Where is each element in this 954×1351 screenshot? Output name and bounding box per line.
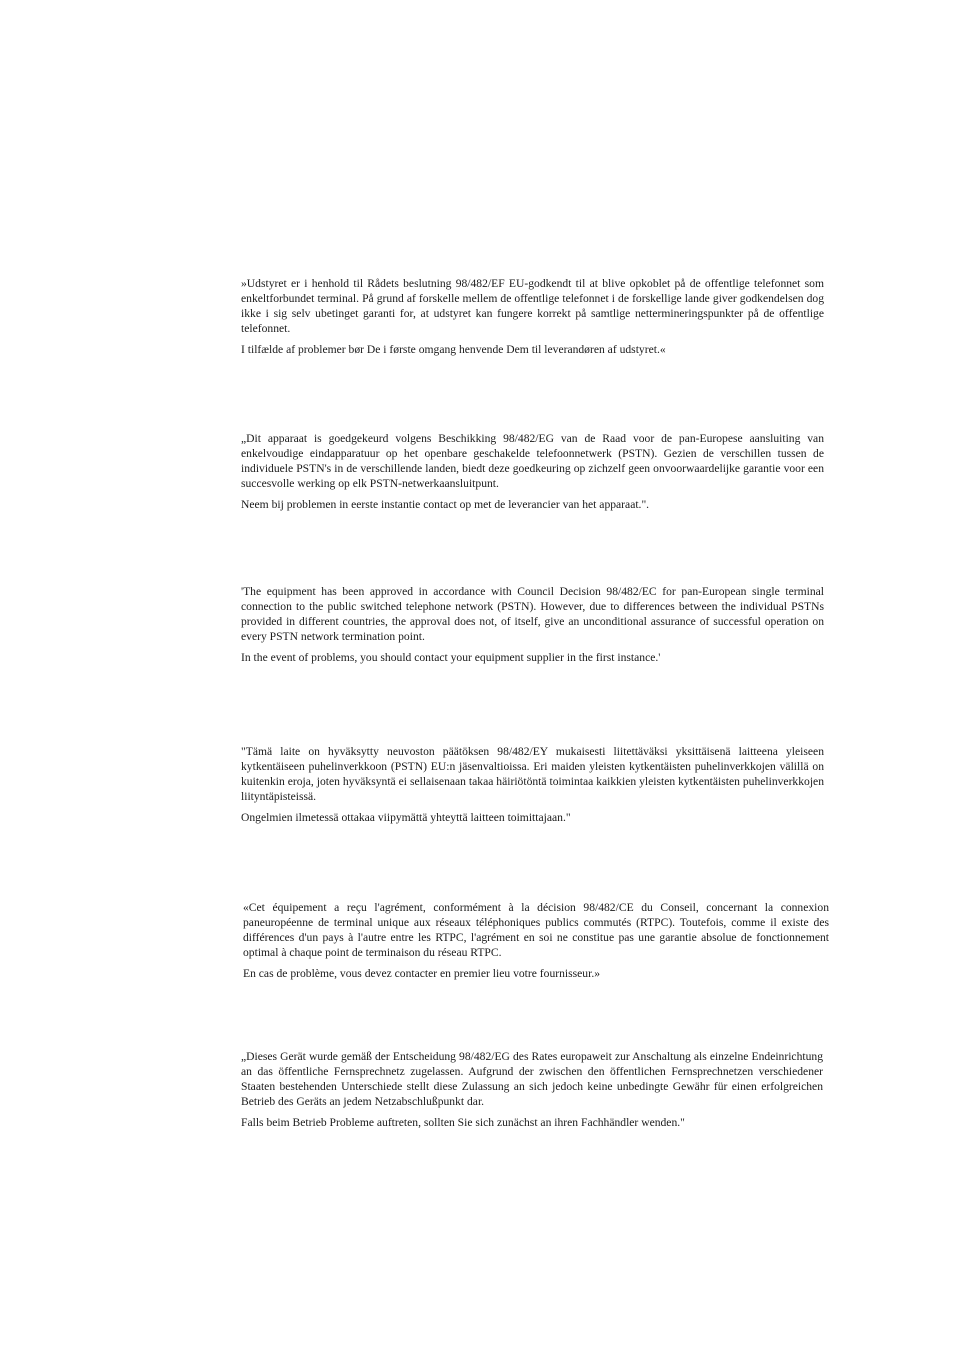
statement-paragraph: „Dieses Gerät wurde gemäß der Entscheidung 98/482/EG des Rates europaweit zur Anschaltung als einzelne Endeinrichtung an das öffentliche Fernsprechnetz zugelassen. Aufgrund der zwischen den öffentlichen Fernsprechnetzen verschiedener Staaten bestehenden Unterschiede stellt diese Zulassung an sich jedoch keine unbedingte Gewähr für einen erfolgreichen Betrieb des Geräts an jedem Netzabschlußpunkt dar.	[241, 1050, 823, 1108]
statement-english	[241, 584, 824, 665]
statement-french	[243, 900, 829, 981]
statement-contact-note: Neem bij problemen in eerste instantie contact op met de leverancier van het apparaat.".	[241, 498, 650, 511]
statement-contact-note: I tilfælde af problemer bør De i første omgang henvende Dem til leverandøren af udstyret.«	[241, 343, 666, 356]
statement-paragraph: 'The equipment has been approved in accordance with Council Decision 98/482/EC for pan-European single terminal connection to the public switched telephone network (PSTN). However, due to differences between the individual PSTNs provided in different countries, the approval does not, of itself, give an unconditional assurance of successful operation on every PSTN network termination point.	[241, 585, 824, 643]
statement-finnish	[241, 744, 824, 825]
statement-contact-note: En cas de problème, vous devez contacter en premier lieu votre fournisseur.»	[243, 967, 601, 980]
statement-paragraph: «Cet équipement a reçu l'agrément, conformément à la décision 98/482/CE du Conseil, concernant la connexion paneuropéenne de terminal unique aux réseaux téléphoniques publics commutés (RTPC). Toutefois, comme il existe des différences d'un pays à l'autre entre les RTPC, l'agrément en soi ne constitue pas une garantie absolue de fonctionnement optimal à chaque point de terminaison du réseau RTPC.	[243, 901, 829, 959]
statement-paragraph: "Tämä laite on hyväksytty neuvoston päätöksen 98/482/EY mukaisesti liitettäväksi yksittäisenä laitteena yleiseen kytkentäiseen puhelinverkkoon (PSTN) EU:n jäsenvaltioissa. Eri maiden yleisten kytkentäisten puhelinverkkojen välillä on kuitenkin eroja, joten hyväksyntä ei sellaisenaan takaa häiriötöntä toimintaa kaikkien yleisten kytkentäisten puhelinverkkojen liityntäpisteissä.	[241, 745, 824, 803]
statement-contact-note: Falls beim Betrieb Probleme auftreten, sollten Sie sich zunächst an ihren Fachhändler wenden."	[241, 1116, 685, 1129]
statement-german	[241, 1049, 823, 1130]
statement-contact-note: Ongelmien ilmetessä ottakaa viipymättä yhteyttä laitteen toimittajaan."	[241, 811, 571, 824]
statement-paragraph: „Dit apparaat is goedgekeurd volgens Beschikking 98/482/EG van de Raad voor de pan-Europese aansluiting van enkelvoudige eindapparatuur op het openbare geschakelde telefoonnetwerk (PSTN). Gezien de verschillen tussen de individuele PSTN's in de verschillende landen, biedt deze goedkeuring op zichzelf geen onvoorwaardelijke garantie voor een succesvolle werking op elk PSTN-netwerkaansluitpunt.	[241, 432, 824, 490]
statement-contact-note: In the event of problems, you should contact your equipment supplier in the first instance.'	[241, 651, 661, 664]
statement-dutch	[241, 431, 824, 512]
statement-paragraph: »Udstyret er i henhold til Rådets beslutning 98/482/EF EU-godkendt til at blive opkoblet på de offentlige telefonnet som enkeltforbundet terminal. På grund af forskelle mellem de offentlige telefonnet i de forskellige lande giver godkendelsen dog ikke i sig selv ubetinget garanti for, at udstyret kan fungere korrekt på samtlige nettermineringspunkter på de offentlige telefonnet.	[241, 277, 824, 335]
statement-danish	[241, 276, 824, 357]
